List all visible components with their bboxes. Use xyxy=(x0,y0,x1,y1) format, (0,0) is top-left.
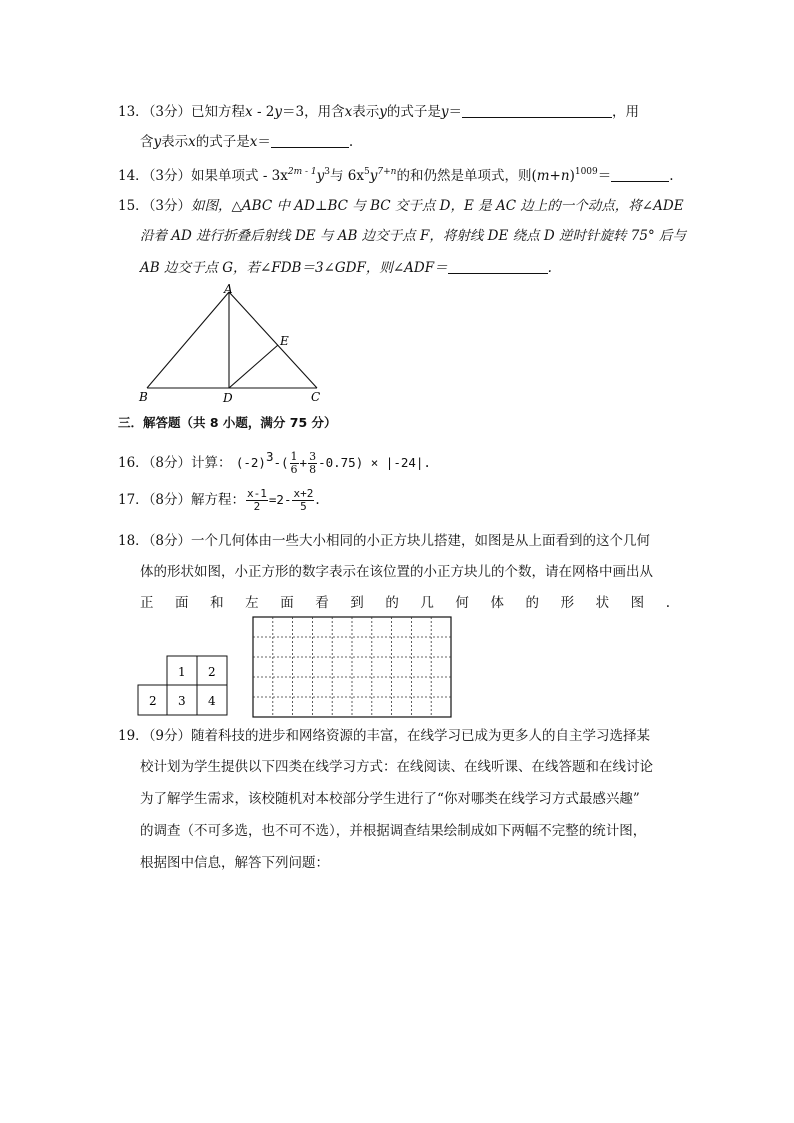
q18-line1 xyxy=(118,531,650,551)
q18-text: 一个几何体由一些大小相同的小正方块儿搭建，如图是从上面看到的这个几何 xyxy=(191,533,651,549)
q14-exponent: 5 xyxy=(364,167,370,177)
q15-score: （3分） xyxy=(148,198,192,214)
q18-char: 的 xyxy=(525,595,540,611)
q13-answer-var: y xyxy=(440,104,449,120)
q18-char: 左 xyxy=(245,595,259,611)
q18-top-view-figure xyxy=(137,655,231,717)
q13-number: 13． xyxy=(118,104,149,120)
q15-line2 xyxy=(140,226,686,246)
q13-equals: ＝ xyxy=(257,134,271,150)
q19-text: 校计划为学生提供以下四类在线学习方式：在线阅读、在线听课、在线答题和在线讨论 xyxy=(140,759,653,775)
q18-number: 18． xyxy=(118,533,149,549)
q18-char: 看 xyxy=(315,595,329,611)
q14-var-y: y xyxy=(316,168,325,184)
q16-frac2-den: 8 xyxy=(309,463,317,476)
q14-text: 如果单项式 - 3x xyxy=(191,168,288,184)
q19-line5 xyxy=(140,853,329,873)
q16-number: 16． xyxy=(118,455,149,471)
section-3-title xyxy=(118,413,337,433)
q13-answer-var: x xyxy=(249,134,258,150)
q14-score: （3分） xyxy=(148,168,192,184)
cell-count: 2 xyxy=(208,665,216,679)
q19-line3 xyxy=(140,789,640,809)
q17-label: 解方程： xyxy=(191,492,246,508)
q14-period: . xyxy=(669,168,674,184)
q14-answer-blank[interactable] xyxy=(611,166,669,182)
q16-exponent: 3 xyxy=(265,449,274,464)
q13-text: 的式子是 xyxy=(386,104,441,120)
q14-var-y: y xyxy=(369,168,378,184)
q13-line1 xyxy=(118,102,639,122)
q13-var-y: y xyxy=(153,134,162,150)
q19-text: 为了解学生需求，该校随机对本校部分学生进行了“你对哪类在线学习方式最感兴趣” xyxy=(140,791,640,807)
q18-score: （8分） xyxy=(148,533,192,549)
q13-score: （3分） xyxy=(148,104,192,120)
q17-frac2-num: x+2 xyxy=(293,487,314,500)
q17-frac1-num: x-1 xyxy=(247,487,267,500)
q18-drawing-grid[interactable] xyxy=(252,616,452,718)
q15-text: 如图，△ABC 中 AD⊥BC 与 BC 交于点 D，E 是 AC 边上的一个动点，将∠ADE xyxy=(191,198,684,214)
q15-number: 15． xyxy=(118,198,149,214)
q19-line4 xyxy=(140,821,646,841)
cell-count: 2 xyxy=(149,694,157,708)
q16-frac1-num: 1 xyxy=(290,450,298,463)
label-b: B xyxy=(139,390,148,404)
q13-var-y: y xyxy=(379,104,387,120)
q18-char: 几 xyxy=(420,595,434,611)
section-3-title-text: 三．解答题（共 8 小题，满分 75 分） xyxy=(118,415,337,430)
label-e: E xyxy=(280,334,289,348)
q18-char: 的 xyxy=(385,595,399,611)
q14-line1 xyxy=(118,166,674,188)
q13-text: 表示 xyxy=(161,134,189,150)
segment-de xyxy=(229,345,278,388)
q14-text: 与 6x xyxy=(330,168,365,184)
q13-var-x: x xyxy=(245,104,253,120)
label-d: D xyxy=(223,391,233,404)
q17-frac2-den: 5 xyxy=(300,500,307,513)
side-ac xyxy=(229,292,317,388)
q18-char: 何 xyxy=(455,595,469,611)
cell-count: 4 xyxy=(208,694,216,708)
q14-mn: m+n xyxy=(536,168,570,184)
q13-text: 的式子是 xyxy=(195,134,250,150)
q19-score: （9分） xyxy=(148,728,192,744)
q18-char: 和 xyxy=(210,595,224,611)
q13-answer-blank-2[interactable] xyxy=(271,132,349,148)
q18-char: 形 xyxy=(560,595,575,611)
cell-count: 1 xyxy=(178,665,186,679)
q16-plus: + xyxy=(299,455,308,470)
cell-count: 3 xyxy=(178,694,186,708)
q13-text: 表示 xyxy=(352,104,380,120)
q13-equals: ＝ xyxy=(448,104,463,120)
q14-exponent: 7+n xyxy=(377,167,397,177)
q18-char: 体 xyxy=(490,595,504,611)
q13-var-x: x xyxy=(188,134,196,150)
q17-line xyxy=(118,487,320,513)
q18-char: . xyxy=(665,595,670,611)
q16-score: （8分） xyxy=(148,455,192,471)
q17-expr: =2- xyxy=(268,492,292,507)
q15-text: 沿着 AD 进行折叠后射线 DE 与 AB 边交于点 F，将射线 DE 绕点 D 逆时针旋转 75° 后与 xyxy=(140,228,687,244)
q16-expr: -0.75) × |-24|. xyxy=(318,455,431,470)
q15-period: . xyxy=(547,260,552,276)
q17-number: 17． xyxy=(118,492,149,508)
q19-text: 根据图中信息，解答下列问题： xyxy=(140,855,329,871)
q13-line2 xyxy=(140,132,353,152)
q13-var-y: y xyxy=(274,104,283,120)
q18-line2 xyxy=(140,562,653,582)
q14-text: ) xyxy=(569,168,575,184)
q13-text: - 2 xyxy=(252,104,275,120)
q14-exponent: 3 xyxy=(324,167,331,177)
q14-equals: ＝ xyxy=(597,168,612,184)
q14-number: 14． xyxy=(118,168,149,184)
q13-text: ，用 xyxy=(612,104,640,120)
q14-exponent: 2m - 1 xyxy=(287,167,317,177)
label-c: C xyxy=(311,390,321,404)
q15-triangle-figure xyxy=(135,282,335,404)
q18-char: 面 xyxy=(280,595,294,611)
q18-char: 正 xyxy=(140,595,154,611)
q13-text: ＝3，用含 xyxy=(282,104,345,120)
q18-char: 到 xyxy=(350,595,364,611)
q16-label: 计算： xyxy=(191,455,232,471)
q14-text: 的和仍然是单项式，则( xyxy=(396,168,537,184)
q16-expr: -( xyxy=(273,455,289,470)
q15-answer-blank[interactable] xyxy=(448,258,548,274)
q18-char: 图 xyxy=(630,595,645,611)
q16-fraction-1 xyxy=(290,451,299,476)
q13-text: 已知方程 xyxy=(191,104,246,120)
q18-text: 体的形状如图，小正方形的数字表示在该位置的小正方块儿的个数，请在网格中画出从 xyxy=(140,564,653,580)
q13-var-x: x xyxy=(344,104,353,120)
q18-char: 状 xyxy=(595,595,610,611)
q17-fraction-1 xyxy=(246,488,268,513)
label-a: A xyxy=(224,282,233,296)
q13-text: 含 xyxy=(140,134,154,150)
q19-line2 xyxy=(140,757,653,777)
q17-period: . xyxy=(315,492,320,508)
q19-text: 随着科技的进步和网络资源的丰富，在线学习已成为更多人的自主学习选择某 xyxy=(191,728,651,744)
q16-expr: (-2) xyxy=(235,455,266,470)
q16-frac1-den: 6 xyxy=(290,463,298,476)
side-ab xyxy=(147,292,229,388)
q14-exponent: 1009 xyxy=(574,167,598,177)
q15-line3 xyxy=(140,258,552,278)
q19-text: 的调查（不可多选，也不可不选），并根据调查结果绘制成如下两幅不完整的统计图， xyxy=(140,823,647,839)
q19-line1 xyxy=(118,726,650,746)
q13-period: . xyxy=(348,134,354,150)
q13-answer-blank-1[interactable] xyxy=(462,102,612,118)
q18-line3 xyxy=(140,593,670,613)
q15-line1 xyxy=(118,196,684,216)
q17-score: （8分） xyxy=(148,492,192,508)
q16-line xyxy=(118,450,431,476)
q17-fraction-2 xyxy=(292,488,314,513)
q16-frac2-num: 3 xyxy=(309,450,317,463)
q19-number: 19． xyxy=(118,728,149,744)
q15-text: AB 边交于点 G，若∠FDB＝3∠GDF，则∠ADF＝ xyxy=(140,260,448,276)
q18-char: 面 xyxy=(175,595,189,611)
q17-frac1-den: 2 xyxy=(253,500,261,513)
q16-fraction-2 xyxy=(308,451,317,476)
